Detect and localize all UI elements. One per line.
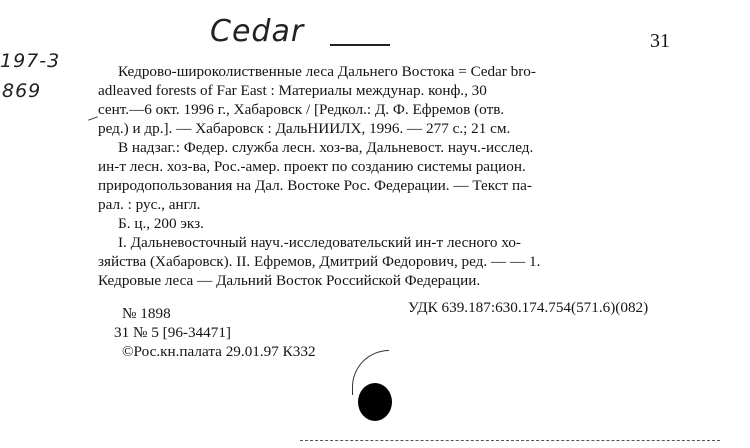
record-line-3: сент.—6 окт. 1996 г., Хабаровск / [Редкол.: Д. Ф. Ефремов (отв. — [98, 101, 505, 118]
record-line-8: рал. : рус., англ. — [98, 196, 201, 213]
record-line-10: I. Дальневосточный науч.-исследовательский ин-т лесного хо- — [118, 234, 521, 251]
handwritten-code-bottom: 869 — [2, 80, 42, 102]
record-line-12: Кедровые леса — Дальний Восток Российской Федерации. — [98, 272, 481, 289]
record-line-7: природопользования на Дал. Востоке Рос. Федерации. — Текст па- — [98, 177, 532, 194]
record-line-11: зяйства (Хабаровск). II. Ефремов, Дмитрий Федорович, ред. — — 1. — [98, 253, 541, 270]
record-line-4: ред.) и др.]. — Хабаровск : ДальНИИЛХ, 1996. — 277 с.; 21 см. — [98, 120, 511, 137]
pen-tick-mark — [88, 116, 98, 120]
book-chamber-stamp: ©Рос.кн.палата 29.01.97 К332 — [122, 343, 316, 360]
record-number: № 1898 — [122, 305, 171, 322]
record-line-2: adleaved forests of Far East : Материалы междунар. конф., 30 — [98, 82, 487, 99]
handwritten-title: Cedar — [210, 14, 305, 49]
record-line-9: Б. ц., 200 экз. — [118, 215, 204, 232]
record-line-5: В надзаг.: Федер. служба лесн. хоз-ва, Дальневост. науч.-исслед. — [118, 139, 534, 156]
handwritten-code-top: 197-3 — [0, 50, 61, 72]
udk-code: УДК 639.187:630.174.754(571.6)(082) — [408, 299, 649, 316]
card-punch-hole — [358, 383, 392, 421]
title-underline — [330, 44, 390, 46]
page-number: 31 — [650, 30, 670, 52]
bottom-edge-mark — [300, 440, 720, 441]
issue-number: 31 № 5 [96-34471] — [114, 324, 231, 341]
record-line-1: Кедрово-широколиственные леса Дальнего Востока = Cedar bro- — [118, 63, 536, 80]
record-line-6: ин-т лесн. хоз-ва, Рос.-амер. проект по созданию системы рацион. — [98, 158, 526, 175]
